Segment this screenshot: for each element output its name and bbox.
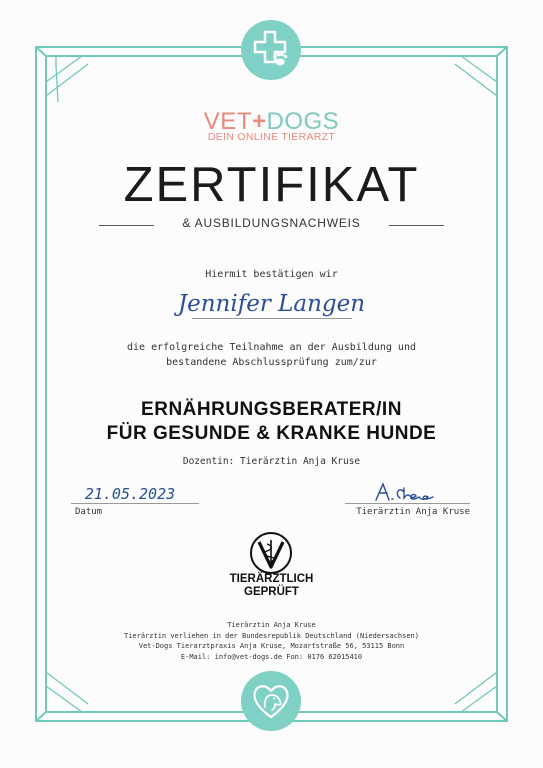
certificate-title: ZERTIFIKAT (123, 158, 420, 212)
course-title-line-2: FÜR GESUNDE & KRANKE HUNDE (106, 423, 437, 444)
seal-line-2: GEPRÜFT (244, 586, 299, 598)
recipient-name: Jennifer Langen (177, 291, 366, 317)
description (0, 340, 543, 370)
seal-text (0, 573, 543, 599)
description-line-2: bestandene Abschlussprüfung zum/zur (166, 357, 377, 368)
bottom-medallion (241, 671, 301, 731)
course-title (0, 398, 543, 446)
logo-cross: + (251, 108, 267, 135)
caduceus-v-icon (249, 531, 293, 575)
date-value: 21.05.2023 (84, 485, 176, 503)
signature-line (345, 503, 470, 504)
seal-line-1: TIERÄRZTLICH (229, 573, 314, 585)
footer-line-2: Tierärztin verliehen in der Bundesrepublik Deutschland (Niedersachsen) (123, 631, 419, 640)
date-line (71, 503, 199, 504)
description-line-1: die erfolgreiche Teilnahme an der Ausbildung und (127, 342, 416, 353)
course-title-line-1: ERNÄHRUNGSBERATER/IN (141, 399, 402, 420)
date-label: Datum (75, 507, 103, 517)
signature-label: Tierärztin Anja Kruse (356, 507, 470, 517)
brand-tagline: DEIN ONLINE TIERARZT (207, 131, 336, 143)
top-medallion (241, 20, 301, 80)
footer-line-1: Tierärztin Anja Kruse (227, 621, 316, 629)
footer-line-3: Vet-Dogs Tierarztpraxis Anja Kruse, Mozartstraße 56, 53115 Bonn (138, 642, 405, 650)
certificate-subtitle: & AUSBILDUNGSNACHWEIS (182, 216, 361, 230)
medical-cross-paw-icon (249, 28, 293, 72)
handwritten-signature (370, 480, 470, 504)
confirmation-text: Hiermit bestätigen wir (205, 269, 338, 280)
footer-line-4: E-Mail: info@vet-dogs.de Fon: 0176 62015410 (180, 652, 363, 661)
footer (0, 620, 543, 662)
lecturer: Dozentin: Tierärztin Anja Kruse (182, 456, 361, 467)
recipient-underline (192, 318, 352, 319)
heart-dog-icon (249, 679, 293, 723)
subtitle-rule-right (389, 225, 444, 226)
logo-text-vet: VET (203, 108, 252, 135)
logo-text-dogs: DOGS (266, 108, 340, 135)
